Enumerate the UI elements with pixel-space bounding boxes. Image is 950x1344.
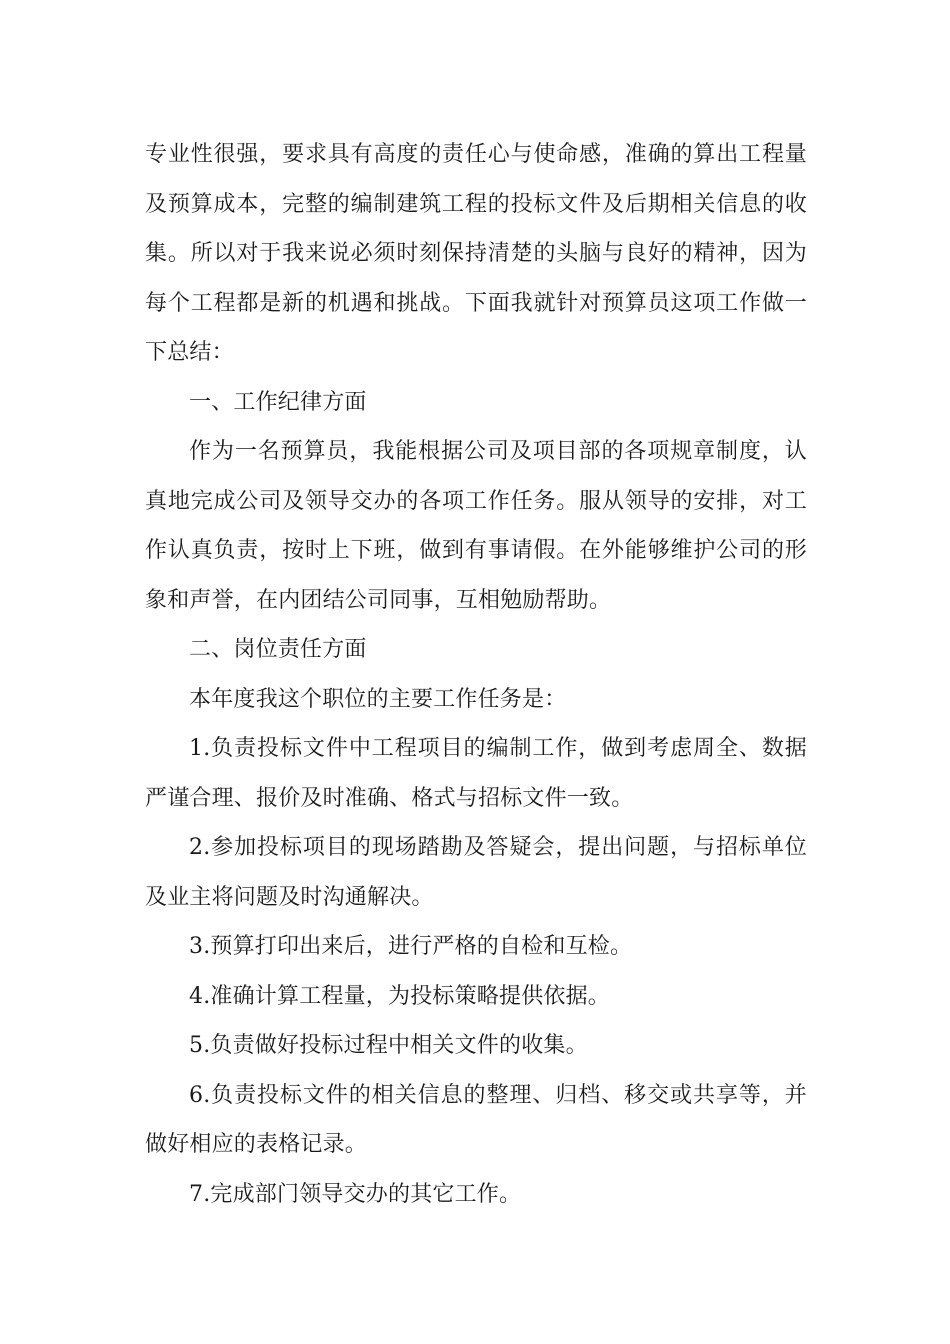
- document-body: [145, 130, 807, 1219]
- task-item-2: 2.参加投标项目的现场踏勘及答疑会，提出问题，与招标单位及业主将问题及时沟通解决。: [145, 835, 807, 910]
- task-item-6: 6.负责投标文件的相关信息的整理、归档、移交或共享等，并做好相应的表格记录。: [145, 1082, 807, 1157]
- intro-paragraph: 专业性很强，要求具有高度的责任心与使命感，准确的算出工程量及预算成本，完整的编制建筑工程的投标文件及后期相关信息的收集。所以对于我来说必须时刻保持清楚的头脑与良好的精神，因为每个工程都是新的机遇和挑战。下面我就针对预算员这项工作做一下总结：: [145, 142, 807, 365]
- task-item-5: 5.负责做好投标过程中相关文件的收集。: [189, 1033, 588, 1058]
- work-discipline-paragraph: 作为一名预算员，我能根据公司及项目部的各项规章制度，认真地完成公司及领导交办的各项工作任务。服从领导的安排，对工作认真负责，按时上下班，做到有事请假。在外能够维护公司的形象和声誉，在内团结公司同事，互相勉励帮助。: [145, 439, 807, 613]
- task-item-1: 1.负责投标文件中工程项目的编制工作，做到考虑周全、数据严谨合理、报价及时准确、格式与招标文件一致。: [145, 736, 807, 811]
- task-item-4: 4.准确计算工程量，为投标策略提供依据。: [189, 983, 610, 1009]
- section-heading-work-discipline: 一、工作纪律方面: [189, 389, 367, 415]
- section-heading-job-responsibility: 二、岗位责任方面: [189, 637, 367, 662]
- task-item-3: 3.预算打印出来后，进行严格的自检和互检。: [189, 934, 633, 959]
- tasks-intro-paragraph: 本年度我这个职位的主要工作任务是：: [189, 686, 567, 712]
- task-item-7: 7.完成部门领导交办的其它工作。: [189, 1181, 522, 1207]
